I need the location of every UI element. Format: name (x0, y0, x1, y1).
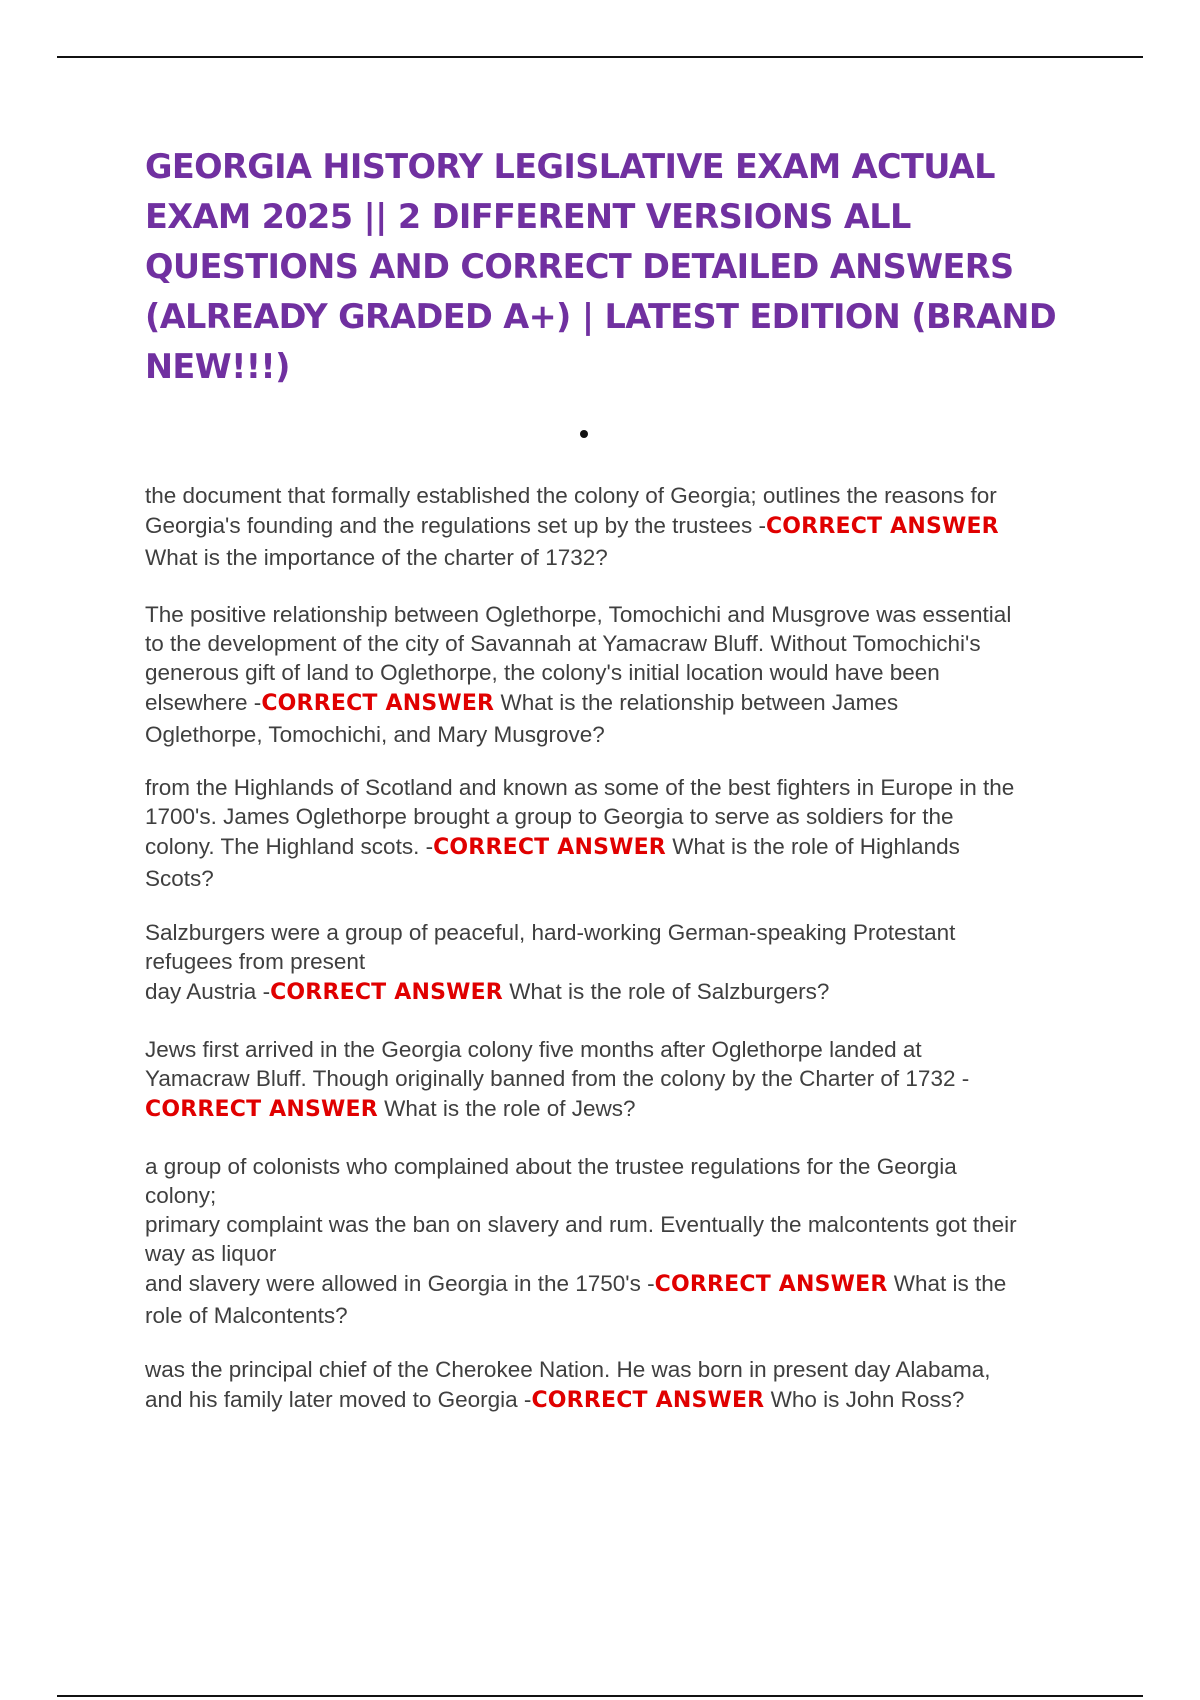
answer-text: colony. The Highland scots. - (145, 834, 434, 859)
question-text: What is the role of Highlands (665, 834, 960, 859)
correct-answer-label: CORRECT ANSWER (654, 1272, 888, 1297)
answer-text: Salzburgers were a group of peaceful, hard-working German-speaking Protestant (145, 920, 956, 945)
question-text: Oglethorpe, Tomochichi, and Mary Musgrove? (145, 722, 605, 747)
top-rule (57, 56, 1143, 58)
answer-text: 1700's. James Oglethorpe brought a group to Georgia to serve as soldiers for the (145, 804, 954, 829)
label-line (145, 1268, 1085, 1301)
label-line (145, 976, 1085, 1009)
question-text: What is the role of Jews? (377, 1096, 636, 1121)
correct-answer-label: CORRECT ANSWER (433, 835, 666, 860)
qa-item (145, 918, 1085, 1009)
answer-text: The positive relationship between Oglethorpe, Tomochichi and Musgrove was essential (145, 602, 1012, 627)
correct-answer-label: CORRECT ANSWER (270, 980, 503, 1005)
question-text: Scots? (145, 866, 214, 891)
answer-text: and slavery were allowed in Georgia in the 1750's - (145, 1271, 655, 1296)
answer-text: generous gift of land to Oglethorpe, the colony's initial location would have been (145, 660, 940, 685)
qa-item (145, 600, 1085, 749)
answer-text: day Austria - (145, 979, 271, 1004)
bottom-rule (57, 1695, 1143, 1697)
question-text: What is the (887, 1271, 1007, 1296)
question-text: Who is John Ross? (764, 1387, 965, 1412)
qa-item (145, 1152, 1085, 1330)
label-line (145, 1093, 1085, 1126)
title-line: GEORGIA HISTORY LEGISLATIVE EXAM ACTUAL (145, 147, 995, 186)
answer-text: colony; (145, 1183, 217, 1208)
answer-text: was the principal chief of the Cherokee Nation. He was born in present day Alabama, (145, 1357, 991, 1382)
question-text: What is the importance of the charter of 1732? (145, 545, 608, 570)
answer-text: primary complaint was the ban on slavery and rum. Eventually the malcontents got their (145, 1212, 1017, 1237)
answer-text: Yamacraw Bluff. Though originally banned from the colony by the Charter of 1732 - (145, 1066, 970, 1091)
label-line (145, 510, 1085, 543)
question-text: role of Malcontents? (145, 1303, 348, 1328)
title-line: NEW!!!) (145, 347, 290, 386)
bullet-icon (580, 430, 588, 438)
document-title (145, 142, 1105, 392)
answer-text: elsewhere - (145, 690, 262, 715)
answer-text: Jews first arrived in the Georgia colony five months after Oglethorpe landed at (145, 1037, 922, 1062)
title-line: (ALREADY GRADED A+) | LATEST EDITION (BRAND (145, 297, 1057, 336)
title-line: EXAM 2025 || 2 DIFFERENT VERSIONS ALL (145, 197, 911, 236)
answer-text: Georgia's founding and the regulations set up by the trustees - (145, 513, 766, 538)
qa-item (145, 773, 1085, 893)
title-line: QUESTIONS AND CORRECT DETAILED ANSWERS (145, 247, 1014, 286)
correct-answer-label: CORRECT ANSWER (531, 1388, 765, 1413)
answer-text: from the Highlands of Scotland and known as some of the best fighters in Europe in the (145, 775, 1015, 800)
answer-text: way as liquor (145, 1241, 277, 1266)
answer-text: the document that formally established the colony of Georgia; outlines the reasons for (145, 483, 997, 508)
qa-item (145, 1035, 1085, 1126)
label-line (145, 831, 1085, 864)
answer-text: a group of colonists who complained about the trustee regulations for the Georgia (145, 1154, 957, 1179)
correct-answer-label: CORRECT ANSWER (261, 691, 495, 716)
correct-answer-label: CORRECT ANSWER (765, 514, 999, 539)
question-text: What is the role of Salzburgers? (502, 979, 830, 1004)
answer-text: to the development of the city of Savannah at Yamacraw Bluff. Without Tomochichi's (145, 631, 981, 656)
answer-text: and his family later moved to Georgia - (145, 1387, 532, 1412)
label-line (145, 687, 1085, 720)
label-line (145, 1384, 1085, 1417)
correct-answer-label: CORRECT ANSWER (145, 1097, 378, 1122)
qa-item (145, 481, 1085, 572)
question-text: What is the relationship between James (494, 690, 899, 715)
qa-item (145, 1355, 1085, 1417)
answer-text: refugees from present (145, 949, 366, 974)
